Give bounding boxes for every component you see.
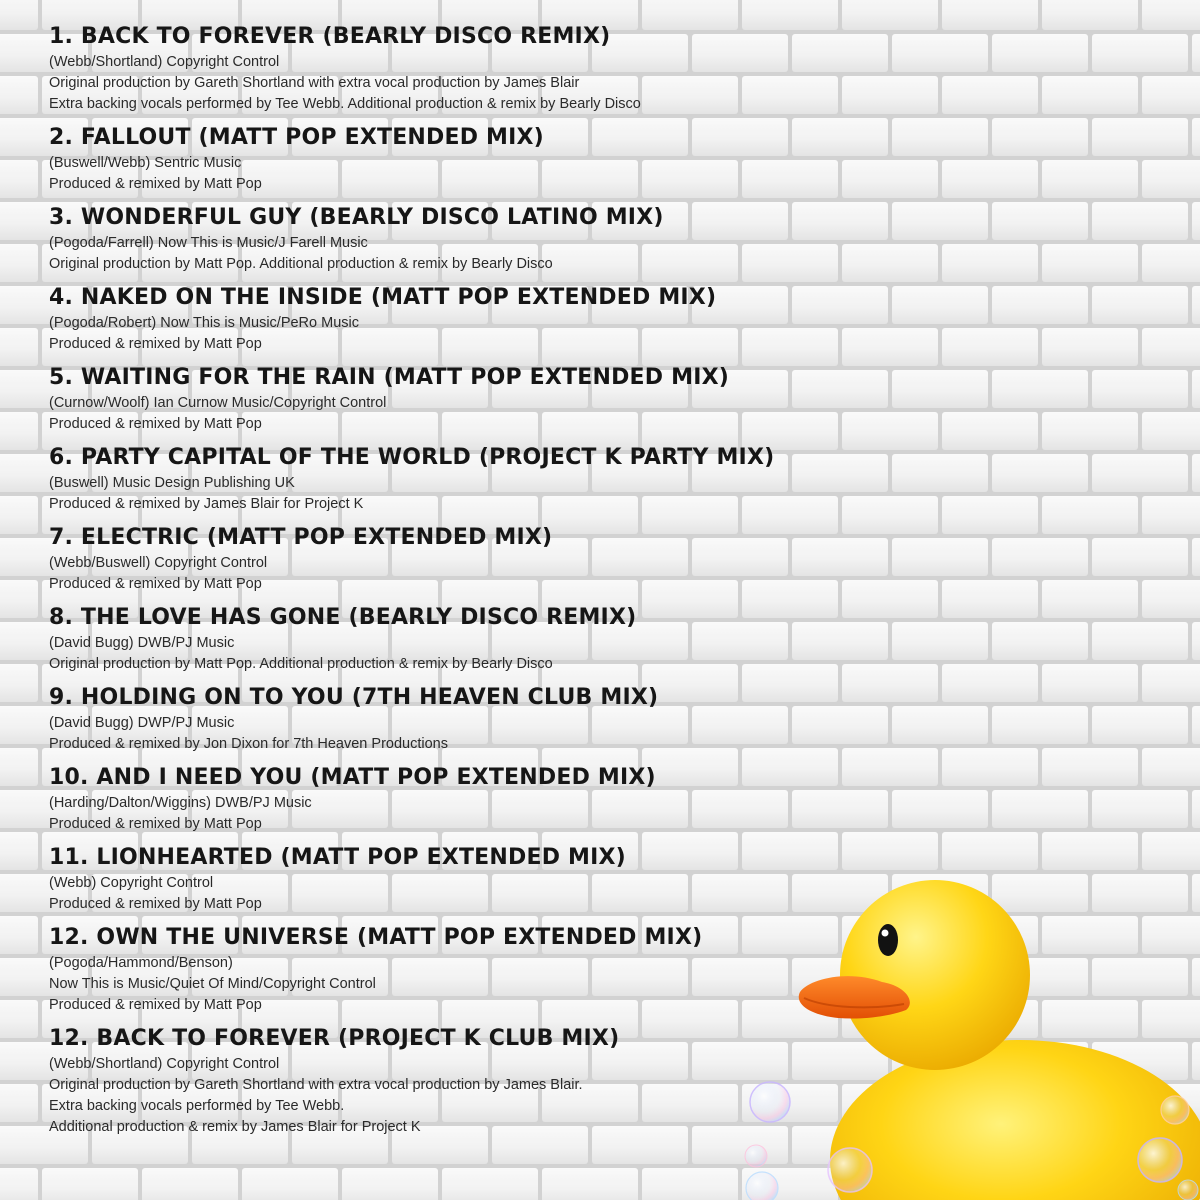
- track-credit-line: Produced & remixed by Matt Pop: [49, 816, 262, 832]
- track-title: 4. NAKED ON THE INSIDE (MATT POP EXTENDED MIX): [49, 285, 717, 310]
- track-title: 3. WONDERFUL GUY (BEARLY DISCO LATINO MIX): [49, 205, 664, 230]
- track-credit-line: (Webb/Buswell) Copyright Control: [49, 555, 268, 571]
- track-credit-line: (Pogoda/Robert) Now This is Music/PeRo Music: [49, 315, 359, 331]
- track-item: [49, 363, 869, 435]
- track-credit-line: (Pogoda/Hammond/Benson): [49, 955, 233, 971]
- track-title: 6. PARTY CAPITAL OF THE WORLD (PROJECT K PARTY MIX): [49, 445, 775, 470]
- track-title: 11. LIONHEARTED (MATT POP EXTENDED MIX): [49, 845, 626, 870]
- track-credit-line: Additional production & remix by James Blair for Project K: [49, 1119, 421, 1135]
- track-credit-line: Produced & remixed by Matt Pop: [49, 416, 262, 432]
- track-credit-line: Original production by Matt Pop. Additional production & remix by Bearly Disco: [49, 656, 553, 672]
- track-credit-line: Original production by Gareth Shortland with extra vocal production by James Blair: [49, 75, 580, 91]
- track-title: 9. HOLDING ON TO YOU (7TH HEAVEN CLUB MIX): [49, 685, 659, 710]
- track-credit-line: Produced & remixed by Matt Pop: [49, 176, 262, 192]
- track-title: 7. ELECTRIC (MATT POP EXTENDED MIX): [49, 525, 553, 550]
- track-credit-line: Produced & remixed by Matt Pop: [49, 896, 262, 912]
- track-title: 1. BACK TO FOREVER (BEARLY DISCO REMIX): [49, 24, 611, 49]
- track-item: [49, 283, 869, 355]
- track-item: [49, 203, 869, 275]
- track-credit-line: (Buswell/Webb) Sentric Music: [49, 155, 242, 171]
- track-item: [49, 22, 869, 115]
- track-item: [49, 763, 869, 835]
- track-credit-line: (David Bugg) DWB/PJ Music: [49, 635, 235, 651]
- track-item: [49, 443, 869, 515]
- track-title: 2. FALLOUT (MATT POP EXTENDED MIX): [49, 125, 544, 150]
- track-credit-line: (Webb/Shortland) Copyright Control: [49, 1056, 280, 1072]
- track-credit-line: Produced & remixed by James Blair for Project K: [49, 496, 364, 512]
- track-title: 12. OWN THE UNIVERSE (MATT POP EXTENDED MIX): [49, 925, 703, 950]
- track-title: 10. AND I NEED YOU (MATT POP EXTENDED MIX): [49, 765, 656, 790]
- track-credit-line: Original production by Matt Pop. Additional production & remix by Bearly Disco: [49, 256, 553, 272]
- track-credit-line: Produced & remixed by Jon Dixon for 7th Heaven Productions: [49, 736, 448, 752]
- track-credit-line: (Webb) Copyright Control: [49, 875, 214, 891]
- track-credit-line: Original production by Gareth Shortland with extra vocal production by James Blair.: [49, 1077, 583, 1093]
- track-credit-line: (Curnow/Woolf) Ian Curnow Music/Copyright Control: [49, 395, 387, 411]
- track-title: 12. BACK TO FOREVER (PROJECT K CLUB MIX): [49, 1026, 620, 1051]
- track-credit-line: (Webb/Shortland) Copyright Control: [49, 54, 280, 70]
- track-item: [49, 683, 869, 755]
- track-title: 8. THE LOVE HAS GONE (BEARLY DISCO REMIX): [49, 605, 637, 630]
- track-item: [49, 123, 869, 195]
- track-credit-line: (Buswell) Music Design Publishing UK: [49, 475, 295, 491]
- track-item: [49, 603, 869, 675]
- track-title: 5. WAITING FOR THE RAIN (MATT POP EXTENDED MIX): [49, 365, 729, 390]
- track-credit-line: (Pogoda/Farrell) Now This is Music/J Farell Music: [49, 235, 368, 251]
- track-credit-line: Produced & remixed by Matt Pop: [49, 576, 262, 592]
- track-credit-line: (David Bugg) DWP/PJ Music: [49, 715, 235, 731]
- track-credit-line: (Harding/Dalton/Wiggins) DWB/PJ Music: [49, 795, 312, 811]
- track-credit-line: Now This is Music/Quiet Of Mind/Copyright Control: [49, 976, 376, 992]
- track-item: [49, 523, 869, 595]
- rubber-duck-icon: [730, 870, 1200, 1200]
- track-credit-line: Extra backing vocals performed by Tee Webb. Additional production & remix by Bearly Disco: [49, 96, 641, 112]
- track-credit-line: Produced & remixed by Matt Pop: [49, 997, 262, 1013]
- track-credit-line: Produced & remixed by Matt Pop: [49, 336, 262, 352]
- track-credit-line: Extra backing vocals performed by Tee Webb.: [49, 1098, 345, 1114]
